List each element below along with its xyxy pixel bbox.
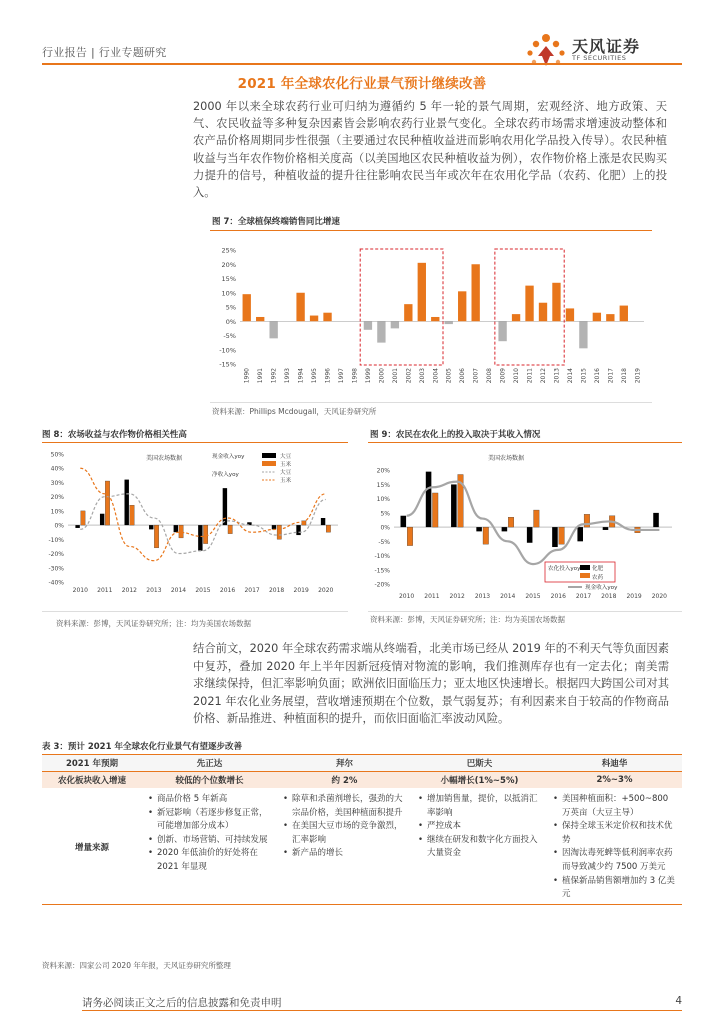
table-cell [142,789,277,905]
list-item: • 2020 年低油价的好处将在 2021 年显现 [148,847,271,874]
fig9-source: 资料来源：彭博，天风证券研究所；注：均为美国农场数据 [370,615,565,624]
table-cell: 增量来源 [42,789,142,905]
y-tick-label: 0% [380,524,390,532]
legend-label: 农药 [592,575,604,581]
x-tick-label: 2011 [526,368,534,384]
list-item: • 新冠影响（若逐步修复正常，可能增加部分成本） [148,807,271,834]
bar [426,472,432,527]
breadcrumb: 行业报告 | 行业专题研究 [42,46,167,59]
x-tick-label: 2016 [550,593,566,600]
bar [401,516,407,527]
bar [502,527,508,531]
paragraph-1: 2000 年以来全球农药行业可归纳为遵循约 5 年一轮的景气周期，宏观经济、地方政策、天气、农民收益等多种复杂因素皆会影响农药行业景气变化。全球农药市场需求增速波动整体和农产品价格周期同步性很强（主要通过农民种植收益进而影响农用化学品投入传导）。农民种植收益与当年农作物价格相关度高（以美国地区农民种植收益为例），农作物价格上涨是农民购买力提升的信号，种植收益的提升往往影响农民当年或次年在农用化学品（农药、化肥）上的投入。 [193,100,667,200]
table-header-cell: 科迪华 [547,755,682,772]
bar [321,518,325,525]
bar [149,525,153,529]
x-tick-label: 2015 [195,587,211,594]
bar [130,505,134,525]
x-tick-label: 2010 [513,368,521,384]
bar [272,525,276,529]
fig7-svg [210,236,654,396]
table-header-cell: 拜尔 [277,755,412,772]
header-divider [42,63,682,65]
y-tick-label: 10% [376,496,390,504]
x-tick-label: 2009 [499,368,507,384]
x-tick-label: 2018 [601,593,617,600]
table-cell: 较低的个位数增长 [142,772,277,789]
list-item: • 继续在研发和数字化方面投入大量资金 [418,834,541,861]
y-tick-label: 20% [221,260,236,269]
x-tick-label: 1997 [338,368,345,384]
x-tick-label: 2007 [472,368,480,384]
bar [483,527,489,544]
x-tick-label: 2016 [593,368,601,384]
bar [431,317,439,321]
y-tick-label: 40% [50,465,64,473]
y-tick-label: 10% [50,508,64,516]
bar [81,511,85,525]
fig9-title-rule [368,442,682,443]
y-tick-label: -5% [223,332,236,340]
table-cell [277,789,412,905]
x-tick-label: 2014 [500,593,516,600]
bar [243,294,251,321]
highlight-box [360,249,443,365]
table-header-cell: 先正达 [142,755,277,772]
legend-label: 现金收入yoy [212,454,245,460]
bar [404,304,412,321]
x-tick-label: 2013 [146,587,162,594]
y-tick-label: -5% [378,538,390,546]
page-number: 4 [675,995,682,1007]
bar [418,263,426,321]
bar [508,517,514,527]
bar [377,321,385,342]
y-tick-label: 15% [376,481,390,489]
bar [296,293,304,322]
fig8-svg [42,446,348,596]
x-tick-label: 2018 [620,368,628,384]
legend-label: 现金收入yoy [585,585,618,591]
y-tick-label: 50% [50,451,64,459]
legend-label: 大豆 [280,470,292,476]
list-item: • 商品价格 5 年新高 [148,793,271,807]
y-tick-label: 5% [380,510,390,518]
x-tick-label: 2013 [474,593,491,600]
list-item: • 新产品的增长 [283,847,406,861]
x-tick-label: 1993 [284,368,292,384]
table-cell: 小幅增长(1%~5%) [412,772,547,789]
y-tick-label: 0% [225,317,236,326]
legend-label: 净收入yoy [212,472,239,478]
bar [579,321,587,348]
x-tick-label: 1990 [243,368,251,384]
fig8-chart [42,446,348,596]
legend-swatch [262,461,276,466]
bar [228,525,232,534]
paragraph-2: 结合前文，2020 年全球农药需求端从终端看，北美市场已经从 2019 年的不利天气等负面因素中复苏，叠加 2020 年上半年因新冠疫情对物流的影响，我们推测库存也有一定去化；南美需求继续保持，但汇率影响负面；欧洲依旧面临压力；亚太地区快速增长。根据四大跨国公司对其 2021 年农化业务展望，营收增速预期在个位数，景气弱复苏；有利因素来自于较高的作物商品价格、新品推进、种植面积的提升，而依旧面临汇率波动风险。 [193,642,669,726]
x-tick-label: 2002 [405,368,413,384]
legend-label: 农化投入yoy [548,566,581,572]
bar [174,525,178,532]
list-item: • 创新、市场营销、可持续发展 [148,834,271,848]
source-list-bayer [283,793,406,861]
list-item: • 植保新品销售额增加约 3 亿美元 [553,875,676,902]
bar [451,484,457,527]
fig9-chart [368,446,682,608]
fig9-bottom-rule [368,611,682,612]
x-tick-label: 2012 [121,587,138,594]
legend-label: 大豆 [280,454,292,460]
bar [203,525,207,543]
y-tick-label: -10% [374,553,390,561]
x-tick-label: 2020 [651,593,668,600]
legend-swatch [580,565,590,570]
fig7-bottom-rule [210,402,652,403]
bar [577,527,583,541]
bar [432,493,438,527]
table-cell [547,789,682,905]
fig9-title: 图 9：农民在农化上的投入取决于其收入情况 [370,430,541,440]
bar [323,313,331,322]
chart-inner-title: 美国农场数据 [488,455,525,462]
legend-label: 玉米 [280,478,292,484]
x-tick-label: 1999 [364,368,372,384]
logo-name: 天风证券 [572,37,641,56]
y-tick-label: -10% [48,536,64,544]
logo-subtitle: TF SECURITIES [572,54,627,62]
disclaimer-text: 请务必阅读正文之后的信息披露和免责申明 [82,997,282,1009]
x-tick-label: 2003 [418,368,426,384]
y-tick-label: -30% [48,565,64,573]
bar [100,514,104,525]
x-tick-label: 1995 [311,368,319,384]
x-tick-label: 2020 [318,587,334,594]
fig7-title-rule [210,230,652,231]
x-tick-label: 2019 [293,587,309,594]
bar [566,308,574,321]
series-line [80,494,325,554]
bar [539,303,547,322]
x-tick-label: 2011 [424,593,440,600]
x-tick-label: 2001 [391,368,399,384]
legend-swatch [262,453,276,458]
table-header-cell: 巴斯夫 [412,755,547,772]
list-item: • 美国种植面积：+500~800 万英亩（大豆主导） [553,793,676,820]
x-tick-label: 2015 [525,593,541,600]
bar [653,513,659,527]
section-title: 2021 年全球农化行业景气预计继续改善 [237,76,487,92]
series-line [407,482,660,564]
source-list-syngenta [148,793,271,875]
bar [559,527,565,544]
list-item: • 严控成本 [418,820,541,834]
list-item: • 除草和杀菌剂增长，强劲的大宗品价格，美国种植面积提升 [283,793,406,820]
x-tick-label: 2012 [540,368,547,384]
list-item: • 增加销售量，提价，以抵消汇率影响 [418,793,541,820]
x-tick-label: 2014 [566,368,574,384]
bar [105,481,109,525]
fig7-chart [210,236,654,396]
table3-title: 表 3：预计 2021 年全球农化行业景气有望逐步改善 [42,742,242,752]
x-tick-label: 1994 [297,368,305,384]
x-tick-label: 2017 [244,587,260,594]
footer-divider [82,1010,682,1011]
list-item: • 在美国大豆市场的竞争激烈，汇率影响 [283,820,406,847]
x-tick-label: 2015 [580,368,588,384]
fig8-bottom-rule [42,611,348,612]
fig9-svg [368,446,682,608]
table-cell: 农化板块收入增速 [42,772,142,789]
x-tick-label: 2010 [398,593,415,600]
x-tick-label: 2011 [97,587,113,594]
y-tick-label: 10% [221,289,236,298]
bar [75,525,79,528]
bar [445,321,453,324]
y-tick-label: 30% [50,479,64,487]
bar [269,321,277,338]
bar [593,313,601,322]
table-row-sources [42,789,682,905]
page-header [42,37,682,62]
bar [179,525,183,538]
bar [154,525,158,548]
bar [603,527,609,530]
fig7-source: 资料来源：Phillips Mcdougall，天风证券研究所 [212,407,377,416]
bar [476,527,482,531]
y-tick-label: -20% [374,581,390,589]
bar [552,283,560,321]
bar [606,314,614,321]
bar [552,527,558,547]
y-tick-label: 25% [221,246,236,255]
table-row-revenue [42,772,682,789]
y-tick-label: 15% [221,275,236,283]
y-tick-label: 20% [50,494,64,502]
y-tick-label: 0% [54,522,64,530]
x-tick-label: 2012 [449,593,465,600]
y-tick-label: -40% [48,579,64,587]
x-tick-label: 2017 [575,593,592,600]
bar [498,321,506,341]
y-tick-label: 5% [225,303,236,312]
bar [198,525,202,551]
bar [391,321,399,328]
page-footer [82,995,682,1010]
fig8-title: 图 8：农场收益与农作物价格相关性高 [42,430,187,440]
table-header-cell: 2021 年预期 [42,755,142,772]
table-cell: 2%~3% [547,772,682,789]
bar [364,321,372,330]
bar [471,264,479,321]
legend-label: 玉米 [280,462,292,468]
legend-label: 化肥 [592,566,604,572]
x-tick-label: 2005 [445,368,453,384]
y-tick-label: -15% [219,360,236,369]
x-tick-label: 2019 [634,368,642,384]
bar [527,527,533,543]
bar [277,525,281,539]
bar [458,291,466,321]
table-cell: 约 2% [277,772,412,789]
x-tick-label: 1996 [324,368,332,384]
bar [525,286,533,322]
x-tick-label: 2014 [170,587,187,594]
x-tick-label: 2016 [219,587,236,594]
x-tick-label: 2010 [72,587,88,594]
source-list-corteva [553,793,676,902]
chart-inner-title: 美国农场数据 [146,455,183,462]
x-tick-label: 1991 [257,368,265,384]
bar [512,314,520,321]
bar [534,510,540,527]
y-tick-label: 20% [376,467,390,475]
x-tick-label: 2000 [378,368,386,384]
x-tick-label: 2013 [553,368,561,384]
y-tick-label: -15% [374,567,390,575]
table-cell [412,789,547,905]
bar [125,480,129,526]
bar [223,488,227,525]
list-item: • 保持全球玉米定价权和技术优势 [553,820,676,847]
x-tick-label: 2006 [459,368,467,384]
table-header-row [42,755,682,772]
x-tick-label: 2004 [432,368,440,384]
legend-swatch [580,573,590,578]
bar [296,525,300,535]
x-tick-label: 2019 [626,593,642,600]
fig8-title-rule [42,442,348,443]
bar [326,525,330,532]
source-list-basf [418,793,541,861]
y-tick-label: -20% [48,551,64,559]
table-3 [42,754,682,905]
bar [256,317,264,321]
bar [620,306,628,322]
bar [407,527,413,545]
x-tick-label: 2017 [607,368,615,384]
bar [310,316,318,322]
y-tick-label: -10% [219,346,236,355]
fig8-source: 资料来源：彭博，天风证券研究所；注：均为美国农场数据 [56,619,251,628]
list-item: • 因淘汰毒死蜱等低利润率农药而导致减少约 7500 万美元 [553,847,676,874]
x-tick-label: 1998 [351,368,359,384]
x-tick-label: 1992 [270,368,278,384]
table3-source: 资料来源：四家公司 2020 年年报，天风证券研究所整理 [42,961,231,970]
x-tick-label: 2008 [486,368,494,384]
x-tick-label: 2018 [268,587,285,594]
fig7-title: 图 7：全球植保终端销售同比增速 [212,217,340,227]
